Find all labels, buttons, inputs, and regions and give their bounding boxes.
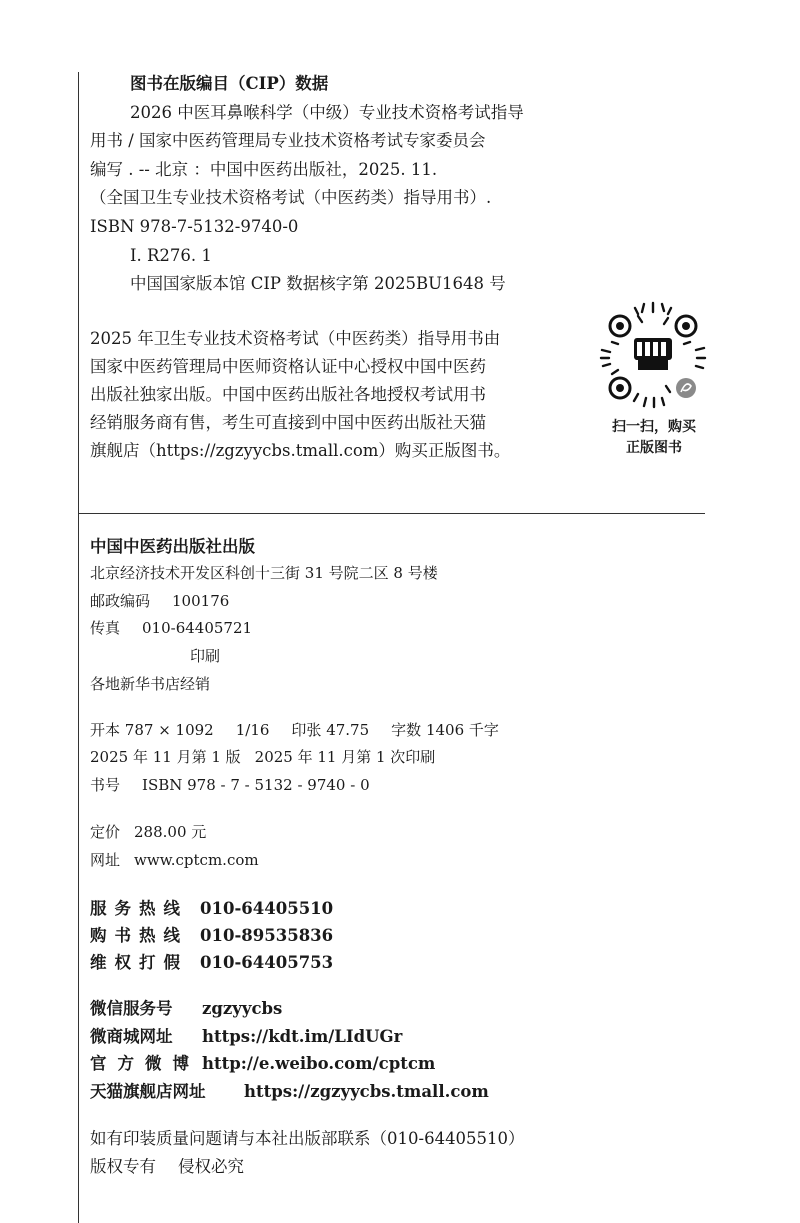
hotline-number[interactable]: 010-64405510	[200, 899, 334, 918]
rights-text: 侵权必究	[178, 1157, 244, 1176]
sheets-value: 47.75	[326, 721, 370, 739]
online-row	[90, 1078, 489, 1102]
section-divider	[78, 513, 705, 514]
qr-caption	[590, 417, 718, 459]
isbn-row	[90, 774, 370, 795]
online-label: 官方微博	[90, 1054, 200, 1073]
postal-code: 100176	[172, 592, 230, 610]
publisher-address: 北京经济技术开发区科创十三街 31 号院二区 8 号楼	[90, 564, 438, 582]
publisher-name: 中国中医药出版社出版	[90, 537, 255, 556]
qr-caption-line: 正版图书	[626, 440, 682, 456]
edition-row	[90, 746, 435, 767]
online-value[interactable]: https://kdt.im/LIdUGr	[202, 1027, 403, 1046]
auth-line: 旗舰店（https://zgzyycbs.tmall.com）购买正版图书。	[90, 441, 511, 460]
cip-line: 2026 中医耳鼻喉科学（中级）专业技术资格考试指导	[130, 102, 524, 122]
fax-number: 010-64405721	[142, 619, 253, 637]
isbn-label: 书号	[90, 776, 121, 794]
auth-line: 国家中医药管理局中医师资格认证中心授权中国中医药	[90, 357, 486, 376]
format-size: 787 × 1092	[124, 721, 214, 739]
cip-line: Ⅰ. R276. 1	[130, 245, 212, 265]
format-fold: 1/16	[235, 721, 270, 739]
online-row	[90, 995, 282, 1019]
qr-caption-line: 扫一扫，购买	[612, 419, 696, 435]
printer-label: 印刷	[190, 647, 221, 665]
hotline-row	[90, 895, 333, 919]
words-label: 字数	[391, 721, 422, 739]
cip-line: 编写 . -- 北京 ：中国中医药出版社，2025. 11.	[90, 159, 438, 179]
price-row	[90, 821, 206, 842]
cip-title: 图书在版编目（CIP）数据	[130, 74, 329, 93]
hotline-number[interactable]: 010-64405753	[200, 953, 334, 972]
distributor: 各地新华书店经销	[90, 675, 211, 693]
authorization-notice	[90, 325, 590, 465]
printing: 2025 年 11 月第 1 次印刷	[254, 748, 436, 766]
cip-line: 用书 / 国家中医药管理局专业技术资格考试专家委员会	[90, 131, 486, 151]
format-row	[90, 719, 499, 740]
online-label: 微商城网址	[90, 1027, 173, 1046]
cip-line: ISBN 978-7-5132-9740-0	[90, 216, 299, 236]
hotline-row	[90, 922, 333, 946]
isbn-value: ISBN 978 - 7 - 5132 - 9740 - 0	[142, 776, 370, 794]
cip-block	[90, 70, 590, 299]
cip-line: （全国卫生专业技术资格考试（中医药类）指导用书）.	[90, 188, 492, 208]
online-label: 天猫旗舰店网址	[90, 1082, 206, 1101]
auth-line: 2025 年卫生专业技术资格考试（中医药类）指导用书由	[90, 329, 501, 348]
postal-code-row	[90, 590, 229, 611]
website-label: 网址	[90, 851, 121, 869]
auth-line: 出版社独家出版。中国中医药出版社各地授权考试用书	[90, 385, 486, 404]
mini-program-qr-code[interactable]	[598, 300, 708, 410]
format-label: 开本	[90, 721, 121, 739]
online-row	[90, 1050, 435, 1074]
website-row	[90, 849, 259, 870]
hotline-row	[90, 949, 333, 973]
hotline-number[interactable]: 010-89535836	[200, 926, 334, 945]
cip-line: 中国国家版本馆 CIP 数据核字第 2025BU1648 号	[130, 274, 506, 294]
online-value[interactable]: zgzyycbs	[202, 999, 283, 1018]
sheets-label: 印张	[291, 721, 322, 739]
online-value[interactable]: https://zgzyycbs.tmall.com	[244, 1082, 489, 1101]
quality-notice: 如有印装质量问题请与本社出版部联系（010-64405510）	[90, 1129, 525, 1148]
price-value: 288.00 元	[134, 823, 207, 841]
online-label: 微信服务号	[90, 999, 173, 1018]
edition: 2025 年 11 月第 1 版	[90, 748, 241, 766]
hotline-label: 购书热线	[90, 926, 188, 945]
fax-row	[90, 617, 252, 638]
online-row	[90, 1023, 402, 1047]
auth-line: 经销服务商有售，考生可直接到中国中医药出版社天猫	[90, 413, 486, 432]
fax-label: 传真	[90, 619, 121, 637]
postal-code-label: 邮政编码	[90, 592, 151, 610]
price-label: 定价	[90, 823, 121, 841]
rights-row	[90, 1153, 244, 1177]
hotline-label: 维权打假	[90, 953, 188, 972]
website-link[interactable]: www.cptcm.com	[134, 851, 259, 869]
left-rule	[78, 72, 79, 1223]
hotline-label: 服务热线	[90, 899, 188, 918]
rights-text: 版权专有	[90, 1157, 156, 1176]
words-value: 1406 千字	[425, 721, 499, 739]
online-value[interactable]: http://e.weibo.com/cptcm	[202, 1054, 436, 1073]
